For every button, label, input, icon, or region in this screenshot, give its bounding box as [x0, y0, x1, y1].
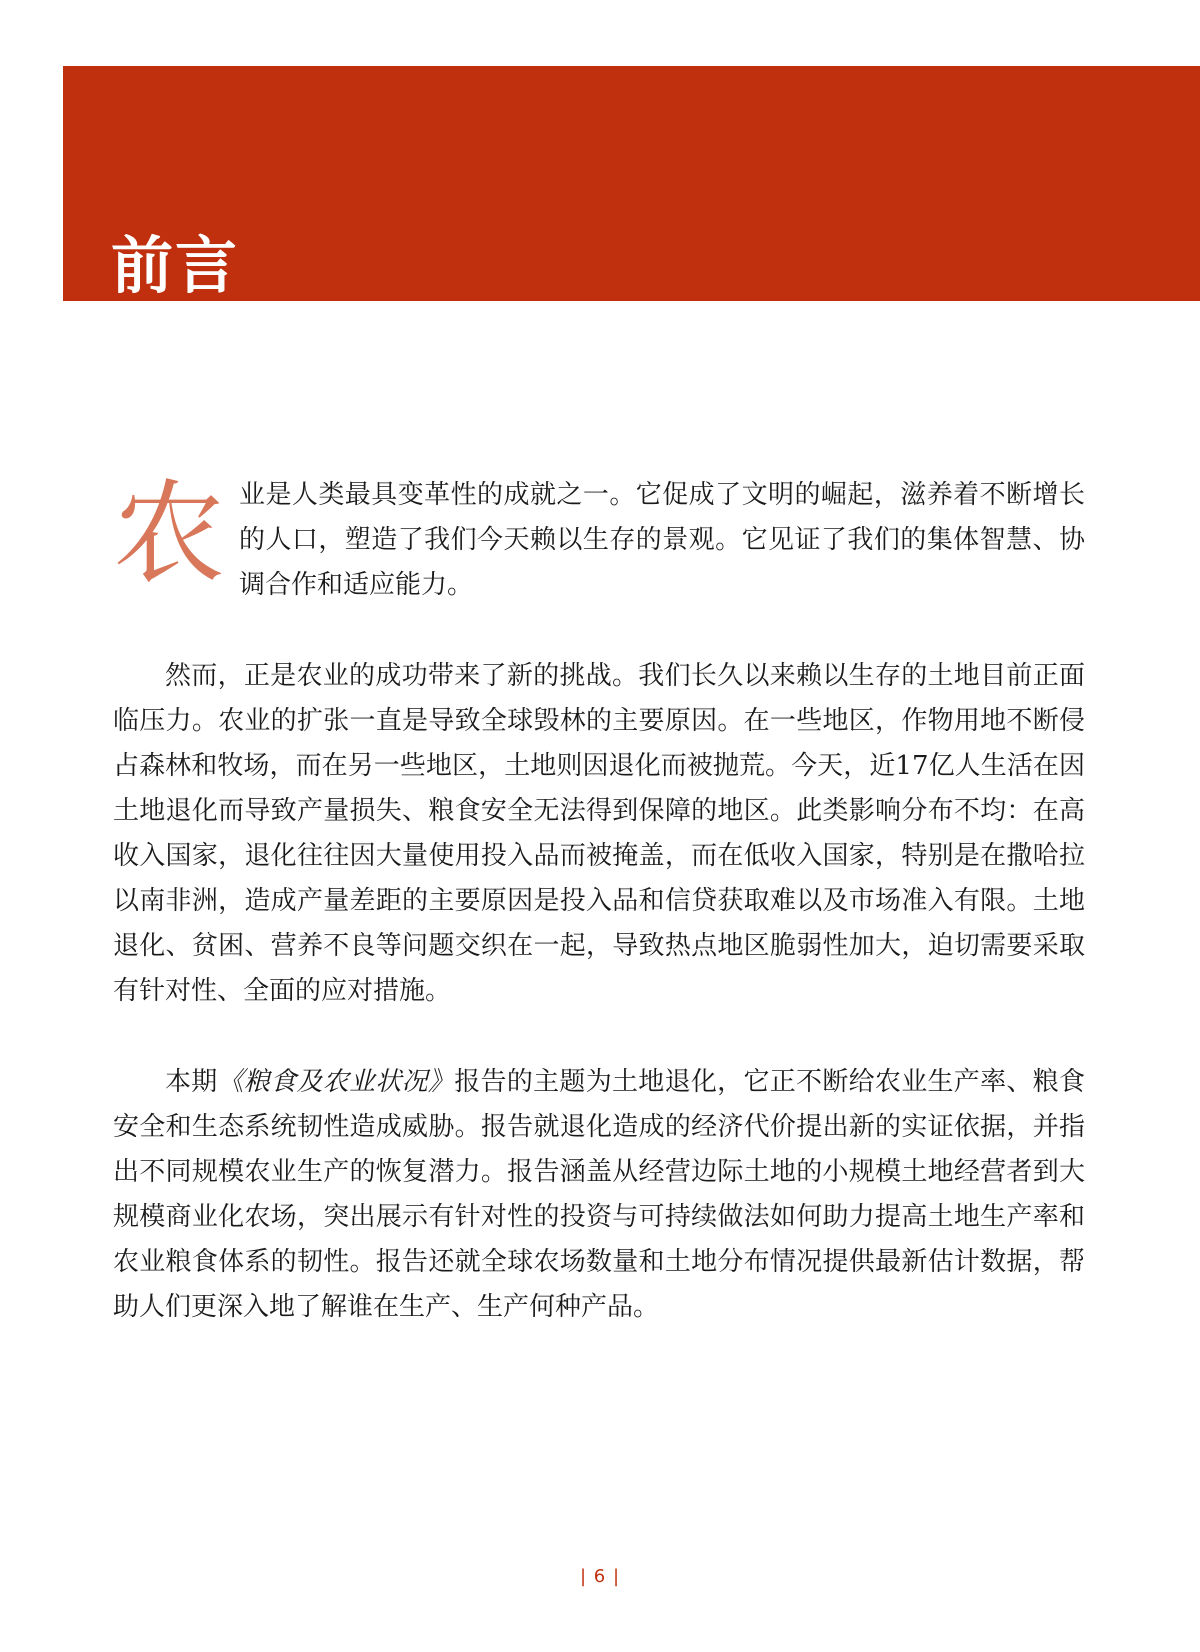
page-number: | 6 | [579, 1566, 621, 1587]
paragraph-3 [113, 1060, 1085, 1330]
body-content [113, 469, 1085, 1330]
header-band [63, 66, 1200, 301]
page-title: 前言 [111, 229, 240, 302]
paragraph-3-prefix: 本期 [165, 1067, 218, 1097]
intro-paragraph [113, 469, 1085, 608]
paragraph-2: 然而，正是农业的成功带来了新的挑战。我们长久以来赖以生存的土地目前正面临压力。农业的扩张一直是导致全球毁林的主要原因。在一些地区，作物用地不断侵占森林和牧场，而在另一些地区，土地则因退化而被抛荒。今天，近17亿人生活在因土地退化而导致产量损失、粮食安全无法得到保障的地区。此类影响分布不均：在高收入国家，退化往往因大量使用投入品而被掩盖，而在低收入国家，特别是在撒哈拉以南非洲，造成产量差距的主要原因是投入品和信贷获取难以及市场准入有限。土地退化、贫困、营养不良等问题交织在一起，导致热点地区脆弱性加大，迫切需要采取有针对性、全面的应对措施。 [113, 661, 1085, 1006]
drop-cap: 农 [113, 469, 225, 599]
paragraph-3-text: 报告的主题为土地退化，它正不断给农业生产率、粮食安全和生态系统韧性造成威胁。报告就退化造成的经济代价提出新的实证依据，并指出不同规模农业生产的恢复潜力。报告涵盖从经营边际土地的小规模土地经营者到大规模商业化农场，突出展示有针对性的投资与可持续做法如何助力提高土地生产率和农业粮食体系的韧性。报告还就全球农场数量和土地分布情况提供最新估计数据，帮助人们更深入地了解谁在生产、生产何种产品。 [113, 1067, 1085, 1322]
report-name: 《粮食及农业状况》 [217, 1067, 455, 1097]
intro-text: 业是人类最具变革性的成就之一。它促成了文明的崛起，滋养着不断增长的人口，塑造了我们今天赖以生存的景观。它见证了我们的集体智慧、协调合作和适应能力。 [239, 480, 1085, 600]
